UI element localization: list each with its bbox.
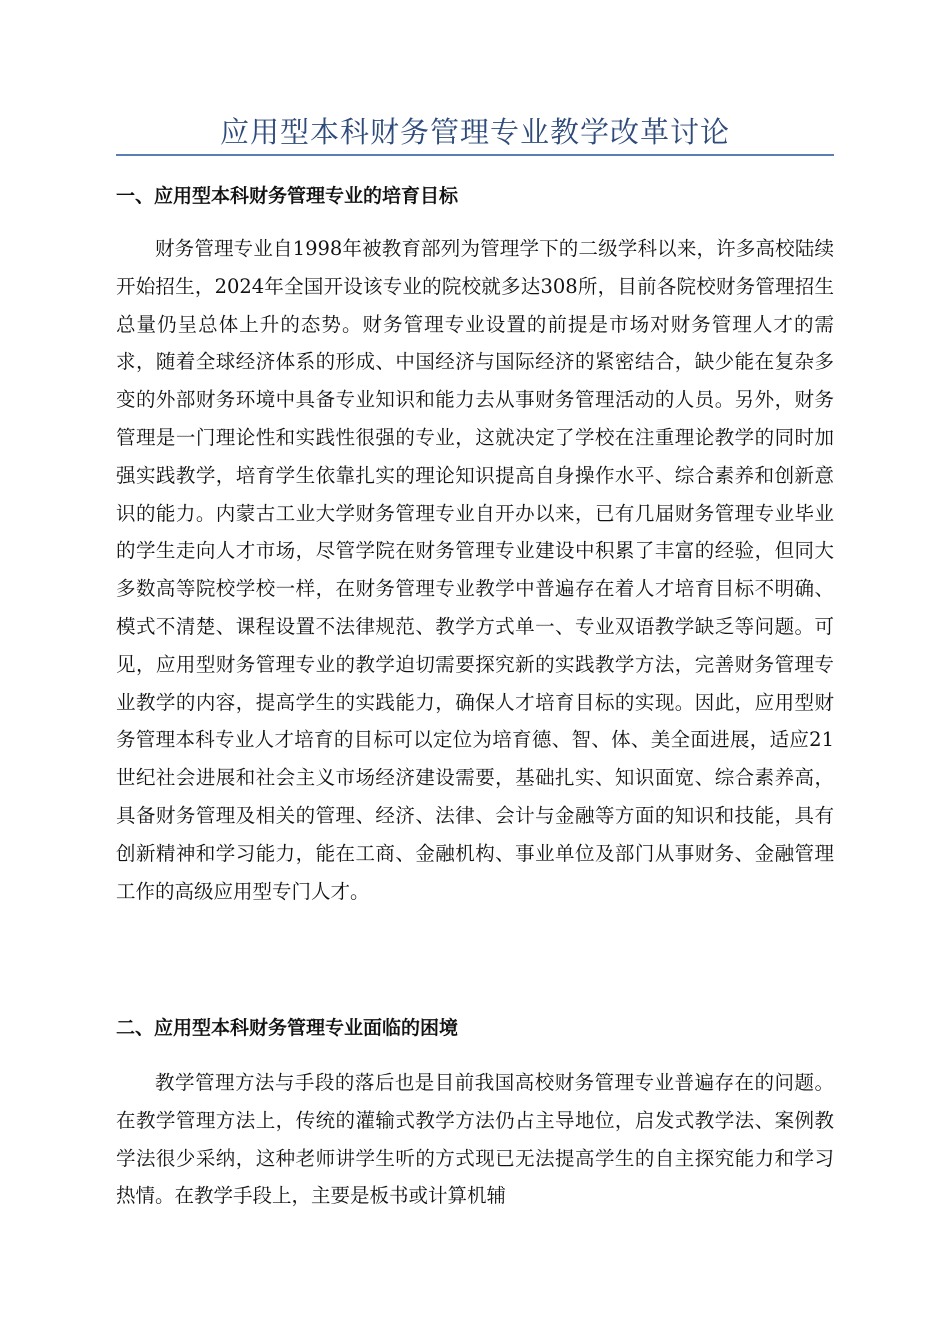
section-heading-1: 一、应用型本科财务管理专业的培育目标 [116, 185, 459, 207]
document-title: 应用型本科财务管理专业教学改革讨论 [219, 115, 730, 149]
title-underline [116, 154, 834, 156]
section-paragraph-1: 财务管理专业自1998年被教育部列为管理学下的二级学科以来，许多高校陆续开始招生，2024年全国开设该专业的院校就多达308所，目前各院校财务管理招生总量仍呈总体上升的态势。财务管理专业设置的前提是市场对财务管理人才的需求，随着全球经济体系的形成、中国经济与国际经济的紧密结合，缺少能在复杂多变的外部财务环境中具备专业知识和能力去从事财务管理活动的人员。另外，财务管理是一门理论性和实践性很强的专业，这就决定了学校在注重理论教学的同时加强实践教学，培育学生依靠扎实的理论知识提高自身操作水平、综合素养和创新意识的能力。内蒙古工业大学财务管理专业自开办以来，已有几届财务管理专业毕业的学生走向人才市场，尽管学院在财务管理专业建设中积累了丰富的经验，但同大多数高等院校学校一样，在财务管理专业教学中普遍存在着人才培育目标不明确、模式不清楚、课程设置不法律规范、教学方式单一、专业双语教学缺乏等问题。可见，应用型财务管理专业的教学迫切需要探究新的实践教学方法，完善财务管理专业教学的内容，提高学生的实践能力，确保人才培育目标的实现。因此，应用型财务管理本科专业人才培育的目标可以定位为培育德、智、体、美全面进展，适应21世纪社会进展和社会主义市场经济建设需要，基础扎实、知识面宽、综合素养高，具备财务管理及相关的管理、经济、法律、会计与金融等方面的知识和技能，具有创新精神和学习能力，能在工商、金融机构、事业单位及部门从事财务、金融管理工作的高级应用型专门人才。 [116, 237, 834, 903]
section-heading-2: 二、应用型本科财务管理专业面临的困境 [116, 1017, 459, 1039]
section-paragraph-2: 教学管理方法与手段的落后也是目前我国高校财务管理专业普遍存在的问题。在教学管理方法上，传统的灌输式教学方法仍占主导地位，启发式教学法、案例教学法很少采纳，这种老师讲学生听的方式现已无法提高学生的自主探究能力和学习热情。在教学手段上，主要是板书或计算机辅 [116, 1071, 834, 1208]
